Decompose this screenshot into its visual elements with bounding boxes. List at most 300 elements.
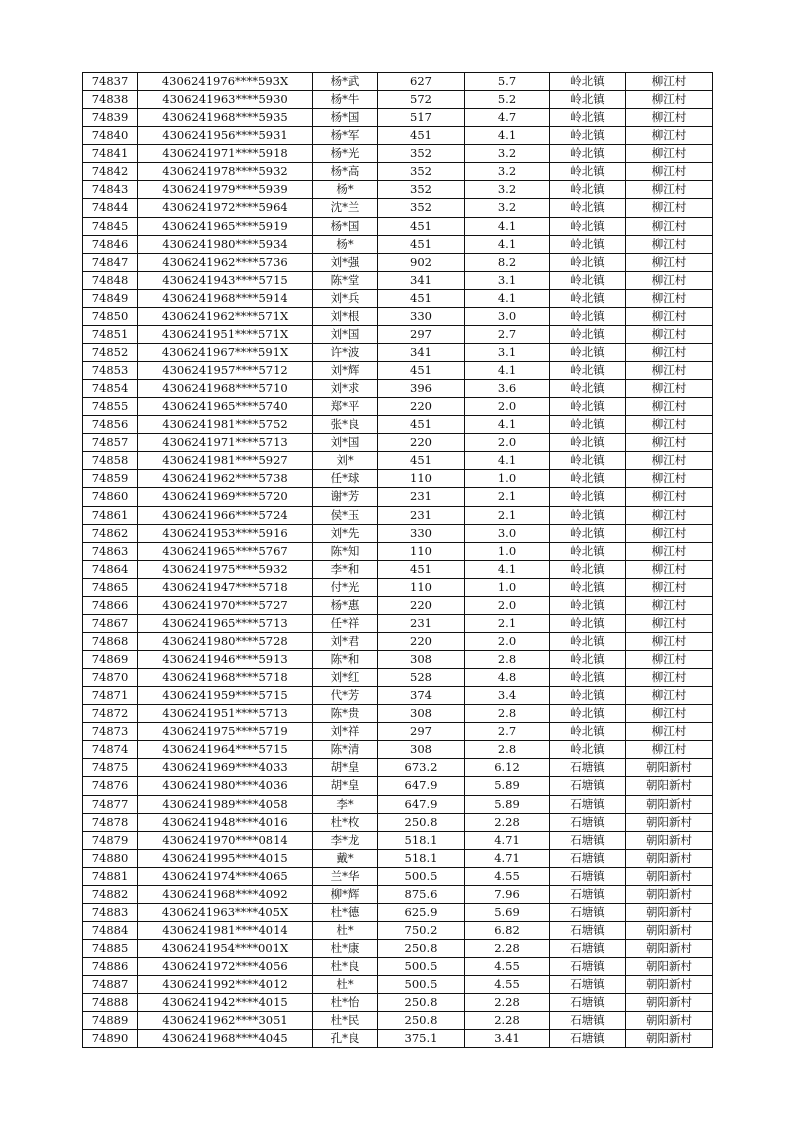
cell-id-number: 4306241978****5932: [138, 163, 313, 181]
cell-village: 朝阳新村: [626, 795, 713, 813]
table-row: [83, 398, 713, 416]
table-row: [83, 524, 713, 542]
cell-name: 代*芳: [313, 687, 378, 705]
cell-name: 李*龙: [313, 831, 378, 849]
cell-name: 杨*牛: [313, 91, 378, 109]
cell-amount: 352: [378, 181, 465, 199]
cell-id-number: 4306241972****4056: [138, 958, 313, 976]
cell-serial-number: 74884: [83, 921, 138, 939]
cell-serial-number: 74882: [83, 885, 138, 903]
cell-village: 柳江村: [626, 199, 713, 217]
table-row: [83, 325, 713, 343]
cell-name: 陈*堂: [313, 271, 378, 289]
cell-name: 刘*先: [313, 524, 378, 542]
cell-name: 刘*: [313, 452, 378, 470]
cell-town: 岭北镇: [550, 181, 626, 199]
table-row: [83, 723, 713, 741]
cell-serial-number: 74849: [83, 289, 138, 307]
cell-name: 刘*强: [313, 253, 378, 271]
cell-town: 岭北镇: [550, 145, 626, 163]
cell-serial-number: 74851: [83, 325, 138, 343]
cell-amount: 572: [378, 91, 465, 109]
cell-serial-number: 74880: [83, 849, 138, 867]
cell-amount: 250.8: [378, 1012, 465, 1030]
table-row: [83, 109, 713, 127]
cell-amount: 500.5: [378, 958, 465, 976]
cell-serial-number: 74856: [83, 416, 138, 434]
cell-amount: 220: [378, 596, 465, 614]
table-row: [83, 253, 713, 271]
cell-town: 岭北镇: [550, 596, 626, 614]
cell-area: 4.1: [465, 289, 550, 307]
cell-id-number: 4306241964****5715: [138, 741, 313, 759]
cell-name: 杜*良: [313, 958, 378, 976]
cell-amount: 330: [378, 524, 465, 542]
cell-town: 石塘镇: [550, 759, 626, 777]
cell-village: 朝阳新村: [626, 777, 713, 795]
cell-village: 柳江村: [626, 632, 713, 650]
cell-amount: 352: [378, 163, 465, 181]
cell-id-number: 4306241965****5919: [138, 217, 313, 235]
cell-town: 岭北镇: [550, 253, 626, 271]
table-row: [83, 777, 713, 795]
cell-serial-number: 74871: [83, 687, 138, 705]
table-row: [83, 578, 713, 596]
cell-serial-number: 74837: [83, 73, 138, 91]
cell-amount: 517: [378, 109, 465, 127]
cell-name: 任*球: [313, 470, 378, 488]
cell-town: 岭北镇: [550, 91, 626, 109]
cell-town: 岭北镇: [550, 723, 626, 741]
cell-area: 4.1: [465, 127, 550, 145]
cell-name: 李*和: [313, 560, 378, 578]
cell-serial-number: 74875: [83, 759, 138, 777]
cell-amount: 451: [378, 560, 465, 578]
cell-village: 柳江村: [626, 524, 713, 542]
cell-amount: 341: [378, 271, 465, 289]
cell-id-number: 4306241976****593X: [138, 73, 313, 91]
cell-name: 胡*皇: [313, 777, 378, 795]
cell-area: 1.0: [465, 578, 550, 596]
cell-amount: 518.1: [378, 831, 465, 849]
cell-area: 3.6: [465, 380, 550, 398]
cell-serial-number: 74863: [83, 542, 138, 560]
cell-amount: 352: [378, 199, 465, 217]
table-row: [83, 217, 713, 235]
table-row: [83, 452, 713, 470]
cell-id-number: 4306241981****5752: [138, 416, 313, 434]
cell-name: 刘*国: [313, 434, 378, 452]
cell-town: 石塘镇: [550, 885, 626, 903]
cell-amount: 451: [378, 416, 465, 434]
cell-name: 杨*国: [313, 109, 378, 127]
cell-serial-number: 74889: [83, 1012, 138, 1030]
cell-amount: 231: [378, 506, 465, 524]
cell-town: 石塘镇: [550, 777, 626, 795]
cell-area: 3.2: [465, 163, 550, 181]
cell-town: 岭北镇: [550, 578, 626, 596]
cell-village: 朝阳新村: [626, 813, 713, 831]
cell-area: 2.8: [465, 741, 550, 759]
cell-id-number: 4306241951****5713: [138, 705, 313, 723]
cell-town: 石塘镇: [550, 849, 626, 867]
cell-name: 孔*良: [313, 1030, 378, 1048]
cell-serial-number: 74885: [83, 940, 138, 958]
table-row: [83, 813, 713, 831]
cell-town: 石塘镇: [550, 940, 626, 958]
cell-area: 4.8: [465, 669, 550, 687]
table-row: [83, 687, 713, 705]
cell-serial-number: 74846: [83, 235, 138, 253]
cell-town: 岭北镇: [550, 289, 626, 307]
cell-town: 岭北镇: [550, 452, 626, 470]
table-row: [83, 91, 713, 109]
cell-serial-number: 74848: [83, 271, 138, 289]
cell-id-number: 4306241942****4015: [138, 994, 313, 1012]
table-row: [83, 271, 713, 289]
cell-area: 3.2: [465, 199, 550, 217]
cell-town: 石塘镇: [550, 831, 626, 849]
cell-id-number: 4306241948****4016: [138, 813, 313, 831]
cell-village: 柳江村: [626, 362, 713, 380]
cell-village: 柳江村: [626, 253, 713, 271]
cell-area: 2.28: [465, 813, 550, 831]
cell-serial-number: 74869: [83, 651, 138, 669]
cell-town: 岭北镇: [550, 741, 626, 759]
cell-name: 许*波: [313, 343, 378, 361]
cell-village: 朝阳新村: [626, 867, 713, 885]
table-row: [83, 1012, 713, 1030]
cell-id-number: 4306241979****5939: [138, 181, 313, 199]
cell-village: 柳江村: [626, 452, 713, 470]
cell-name: 谢*芳: [313, 488, 378, 506]
table-row: [83, 958, 713, 976]
cell-name: 李*: [313, 795, 378, 813]
cell-area: 4.71: [465, 849, 550, 867]
cell-town: 石塘镇: [550, 994, 626, 1012]
cell-area: 4.1: [465, 235, 550, 253]
cell-name: 刘*求: [313, 380, 378, 398]
cell-name: 杜*: [313, 976, 378, 994]
cell-town: 岭北镇: [550, 235, 626, 253]
cell-serial-number: 74862: [83, 524, 138, 542]
cell-village: 柳江村: [626, 217, 713, 235]
cell-area: 3.4: [465, 687, 550, 705]
cell-village: 柳江村: [626, 181, 713, 199]
cell-area: 2.1: [465, 506, 550, 524]
cell-id-number: 4306241968****5710: [138, 380, 313, 398]
cell-area: 3.41: [465, 1030, 550, 1048]
cell-serial-number: 74860: [83, 488, 138, 506]
cell-serial-number: 74850: [83, 307, 138, 325]
table-row: [83, 199, 713, 217]
table-row: [83, 380, 713, 398]
cell-town: 石塘镇: [550, 1030, 626, 1048]
cell-id-number: 4306241957****5712: [138, 362, 313, 380]
cell-area: 2.8: [465, 651, 550, 669]
cell-amount: 250.8: [378, 940, 465, 958]
cell-id-number: 4306241947****5718: [138, 578, 313, 596]
cell-id-number: 4306241981****4014: [138, 921, 313, 939]
cell-area: 2.0: [465, 398, 550, 416]
cell-area: 3.0: [465, 524, 550, 542]
cell-amount: 110: [378, 578, 465, 596]
cell-area: 2.1: [465, 614, 550, 632]
cell-name: 付*光: [313, 578, 378, 596]
cell-name: 陈*清: [313, 741, 378, 759]
cell-area: 5.69: [465, 903, 550, 921]
cell-area: 3.1: [465, 271, 550, 289]
cell-id-number: 4306241965****5713: [138, 614, 313, 632]
cell-serial-number: 74865: [83, 578, 138, 596]
cell-village: 柳江村: [626, 506, 713, 524]
cell-id-number: 4306241971****5918: [138, 145, 313, 163]
cell-village: 朝阳新村: [626, 1012, 713, 1030]
cell-amount: 647.9: [378, 795, 465, 813]
cell-amount: 250.8: [378, 994, 465, 1012]
cell-name: 杜*康: [313, 940, 378, 958]
cell-amount: 374: [378, 687, 465, 705]
cell-serial-number: 74867: [83, 614, 138, 632]
cell-village: 朝阳新村: [626, 921, 713, 939]
cell-id-number: 4306241980****5934: [138, 235, 313, 253]
cell-id-number: 4306241963****5930: [138, 91, 313, 109]
cell-serial-number: 74890: [83, 1030, 138, 1048]
cell-name: 杨*: [313, 235, 378, 253]
cell-village: 柳江村: [626, 705, 713, 723]
cell-area: 4.1: [465, 416, 550, 434]
cell-name: 杨*国: [313, 217, 378, 235]
cell-name: 郑*平: [313, 398, 378, 416]
cell-town: 岭北镇: [550, 669, 626, 687]
cell-serial-number: 74840: [83, 127, 138, 145]
cell-amount: 297: [378, 325, 465, 343]
cell-area: 5.89: [465, 777, 550, 795]
cell-serial-number: 74855: [83, 398, 138, 416]
table-row: [83, 651, 713, 669]
cell-village: 朝阳新村: [626, 994, 713, 1012]
cell-town: 岭北镇: [550, 434, 626, 452]
table-row: [83, 741, 713, 759]
cell-id-number: 4306241962****5738: [138, 470, 313, 488]
cell-id-number: 4306241980****5728: [138, 632, 313, 650]
cell-town: 岭北镇: [550, 217, 626, 235]
cell-id-number: 4306241970****0814: [138, 831, 313, 849]
cell-area: 2.8: [465, 705, 550, 723]
table-row: [83, 289, 713, 307]
cell-name: 杨*: [313, 181, 378, 199]
cell-village: 朝阳新村: [626, 759, 713, 777]
table-row: [83, 145, 713, 163]
cell-serial-number: 74874: [83, 741, 138, 759]
table-row: [83, 307, 713, 325]
cell-id-number: 4306241968****4092: [138, 885, 313, 903]
cell-name: 陈*知: [313, 542, 378, 560]
cell-name: 刘*祥: [313, 723, 378, 741]
cell-area: 4.1: [465, 452, 550, 470]
cell-town: 石塘镇: [550, 1012, 626, 1030]
cell-amount: 308: [378, 705, 465, 723]
cell-name: 戴*: [313, 849, 378, 867]
table-row: [83, 470, 713, 488]
cell-village: 柳江村: [626, 614, 713, 632]
cell-amount: 451: [378, 127, 465, 145]
cell-serial-number: 74859: [83, 470, 138, 488]
cell-town: 岭北镇: [550, 614, 626, 632]
cell-serial-number: 74866: [83, 596, 138, 614]
table-row: [83, 362, 713, 380]
table-row: [83, 759, 713, 777]
cell-id-number: 4306241968****4045: [138, 1030, 313, 1048]
cell-village: 柳江村: [626, 343, 713, 361]
cell-village: 柳江村: [626, 398, 713, 416]
cell-amount: 647.9: [378, 777, 465, 795]
cell-area: 4.7: [465, 109, 550, 127]
cell-area: 2.0: [465, 596, 550, 614]
cell-area: 2.28: [465, 940, 550, 958]
cell-amount: 673.2: [378, 759, 465, 777]
cell-village: 柳江村: [626, 271, 713, 289]
table-row: [83, 560, 713, 578]
cell-amount: 231: [378, 488, 465, 506]
table-row: [83, 849, 713, 867]
cell-area: 5.7: [465, 73, 550, 91]
cell-id-number: 4306241992****4012: [138, 976, 313, 994]
cell-area: 2.7: [465, 325, 550, 343]
cell-area: 7.96: [465, 885, 550, 903]
cell-id-number: 4306241975****5719: [138, 723, 313, 741]
cell-town: 岭北镇: [550, 380, 626, 398]
cell-area: 2.0: [465, 632, 550, 650]
cell-town: 岭北镇: [550, 307, 626, 325]
cell-amount: 220: [378, 632, 465, 650]
cell-village: 柳江村: [626, 669, 713, 687]
cell-amount: 220: [378, 434, 465, 452]
cell-area: 5.2: [465, 91, 550, 109]
cell-name: 兰*华: [313, 867, 378, 885]
table-row: [83, 235, 713, 253]
cell-amount: 451: [378, 217, 465, 235]
table-row: [83, 903, 713, 921]
cell-village: 朝阳新村: [626, 903, 713, 921]
cell-name: 刘*兵: [313, 289, 378, 307]
table-row: [83, 921, 713, 939]
cell-id-number: 4306241970****5727: [138, 596, 313, 614]
cell-serial-number: 74868: [83, 632, 138, 650]
cell-village: 朝阳新村: [626, 958, 713, 976]
cell-area: 3.1: [465, 343, 550, 361]
cell-serial-number: 74879: [83, 831, 138, 849]
cell-id-number: 4306241953****5916: [138, 524, 313, 542]
cell-amount: 451: [378, 452, 465, 470]
cell-amount: 528: [378, 669, 465, 687]
cell-town: 岭北镇: [550, 199, 626, 217]
cell-name: 杜*民: [313, 1012, 378, 1030]
cell-town: 石塘镇: [550, 813, 626, 831]
cell-serial-number: 74878: [83, 813, 138, 831]
cell-town: 岭北镇: [550, 398, 626, 416]
cell-id-number: 4306241963****405X: [138, 903, 313, 921]
table-row: [83, 343, 713, 361]
cell-town: 岭北镇: [550, 271, 626, 289]
table-row: [83, 940, 713, 958]
cell-village: 柳江村: [626, 488, 713, 506]
table-row: [83, 976, 713, 994]
cell-area: 2.7: [465, 723, 550, 741]
cell-name: 杜*枚: [313, 813, 378, 831]
cell-town: 岭北镇: [550, 127, 626, 145]
cell-amount: 352: [378, 145, 465, 163]
cell-id-number: 4306241943****5715: [138, 271, 313, 289]
data-table: [82, 72, 713, 1048]
cell-village: 柳江村: [626, 741, 713, 759]
cell-area: 1.0: [465, 542, 550, 560]
cell-serial-number: 74847: [83, 253, 138, 271]
cell-town: 石塘镇: [550, 976, 626, 994]
cell-town: 岭北镇: [550, 687, 626, 705]
cell-village: 柳江村: [626, 325, 713, 343]
cell-area: 6.12: [465, 759, 550, 777]
cell-town: 岭北镇: [550, 416, 626, 434]
cell-serial-number: 74852: [83, 343, 138, 361]
cell-id-number: 4306241959****5715: [138, 687, 313, 705]
cell-village: 柳江村: [626, 578, 713, 596]
cell-area: 4.55: [465, 958, 550, 976]
cell-area: 2.0: [465, 434, 550, 452]
cell-name: 刘*君: [313, 632, 378, 650]
cell-name: 陈*贵: [313, 705, 378, 723]
cell-name: 杨*高: [313, 163, 378, 181]
cell-id-number: 4306241969****5720: [138, 488, 313, 506]
cell-id-number: 4306241989****4058: [138, 795, 313, 813]
cell-name: 杜*: [313, 921, 378, 939]
cell-town: 岭北镇: [550, 542, 626, 560]
cell-amount: 518.1: [378, 849, 465, 867]
cell-town: 岭北镇: [550, 470, 626, 488]
cell-serial-number: 74841: [83, 145, 138, 163]
table-row: [83, 705, 713, 723]
cell-serial-number: 74839: [83, 109, 138, 127]
table-row: [83, 416, 713, 434]
cell-area: 6.82: [465, 921, 550, 939]
cell-id-number: 4306241969****4033: [138, 759, 313, 777]
cell-town: 石塘镇: [550, 867, 626, 885]
cell-town: 石塘镇: [550, 921, 626, 939]
table-row: [83, 831, 713, 849]
cell-amount: 875.6: [378, 885, 465, 903]
cell-village: 柳江村: [626, 470, 713, 488]
cell-amount: 375.1: [378, 1030, 465, 1048]
cell-village: 柳江村: [626, 651, 713, 669]
cell-amount: 308: [378, 741, 465, 759]
cell-town: 岭北镇: [550, 325, 626, 343]
table-row: [83, 669, 713, 687]
cell-name: 张*良: [313, 416, 378, 434]
cell-town: 岭北镇: [550, 73, 626, 91]
cell-town: 岭北镇: [550, 488, 626, 506]
cell-amount: 308: [378, 651, 465, 669]
cell-amount: 625.9: [378, 903, 465, 921]
cell-village: 柳江村: [626, 307, 713, 325]
cell-town: 岭北镇: [550, 651, 626, 669]
cell-serial-number: 74853: [83, 362, 138, 380]
cell-serial-number: 74838: [83, 91, 138, 109]
cell-id-number: 4306241962****571X: [138, 307, 313, 325]
cell-serial-number: 74887: [83, 976, 138, 994]
cell-id-number: 4306241966****5724: [138, 506, 313, 524]
cell-id-number: 4306241967****591X: [138, 343, 313, 361]
cell-serial-number: 74883: [83, 903, 138, 921]
